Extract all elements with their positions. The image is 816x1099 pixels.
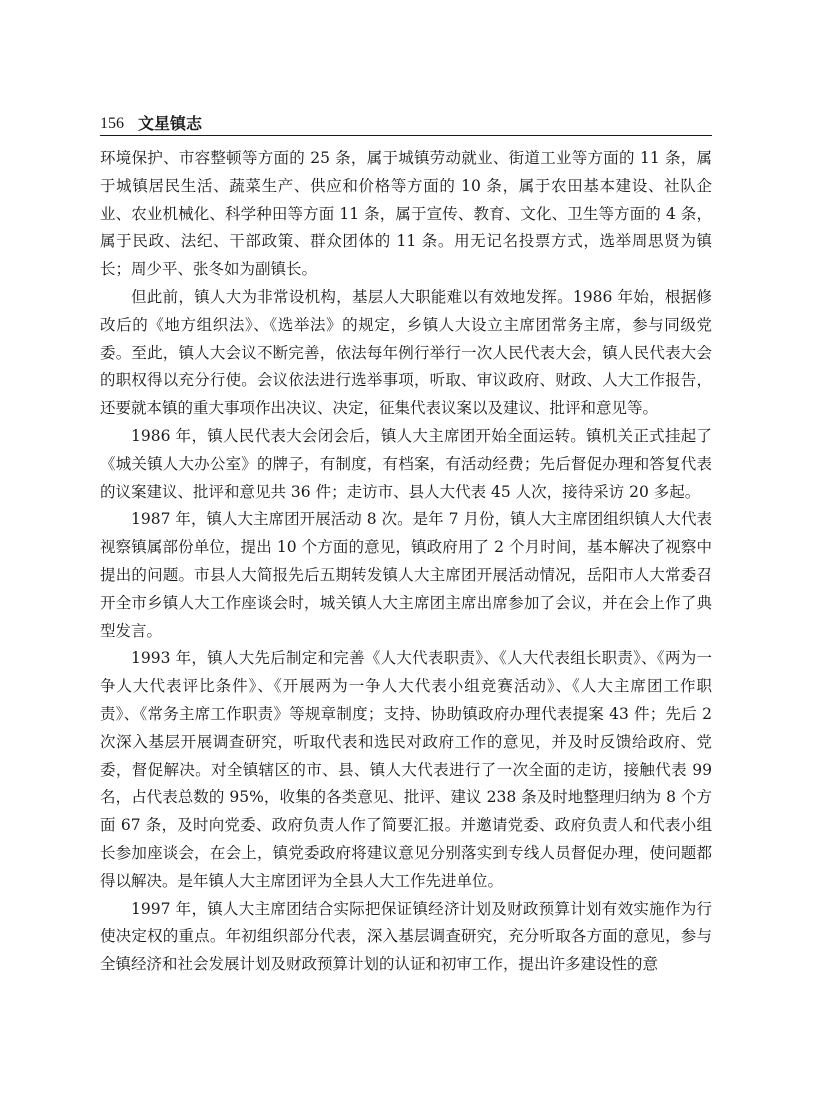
body-text bbox=[100, 145, 712, 979]
header-rule bbox=[100, 135, 712, 136]
paragraph: 环境保护、市容整顿等方面的 25 条，属于城镇劳动就业、街道工业等方面的 11 条，属于城镇居民生活、蔬菜生产、供应和价格等方面的 10 条，属于农田基本建设、社队企业、农业机械化、科学种田等方面 11 条，属于宣传、教育、文化、卫生等方面的 4 条，属于民政、法纪、干部政策、群众团体的 11 条。用无记名投票方式，选举周思贤为镇长；周少平、张冬如为副镇长。 bbox=[100, 149, 712, 279]
page-number: 156 bbox=[100, 115, 124, 132]
paragraph: 1986 年，镇人民代表大会闭会后，镇人大主席团开始全面运转。镇机关正式挂起了《城关镇人大办公室》的牌子，有制度，有档案，有活动经费；先后督促办理和答复代表的议案建议、批评和意见共 36 件；走访市、县人大代表 45 人次，接待采访 20 多起。 bbox=[100, 426, 712, 501]
paragraph: 1987 年，镇人大主席团开展活动 8 次。是年 7 月份，镇人大主席团组织镇人大代表视察镇属部份单位，提出 10 个方面的意见，镇政府用了 2 个月时间，基本解决了视察中提出的问题。市县人大简报先后五期转发镇人大主席团开展活动情况，岳阳市人大常委召开全市乡镇人大工作座谈会时，城关镇人大主席团主席出席参加了会议，并在会上作了典型发言。 bbox=[100, 510, 712, 640]
paragraph: 1997 年，镇人大主席团结合实际把保证镇经济计划及财政预算计划有效实施作为行使决定权的重点。年初组织部分代表，深入基层调查研究，充分听取各方面的意见，参与全镇经济和社会发展计划及财政预算计划的认证和初审工作，提出许多建设性的意 bbox=[100, 899, 712, 974]
paragraph: 但此前，镇人大为非常设机构，基层人大职能难以有效地发挥。1986 年始，根据修改后的《地方组织法》、《选举法》的规定，乡镇人大设立主席团常务主席，参与同级党委。至此，镇人大会议不断完善，依法每年例行举行一次人民代表大会，镇人民代表大会的职权得以充分行使。会议依法进行选举事项，听取、审议政府、财政、人大工作报告，还要就本镇的重大事项作出决议、决定，征集代表议案以及建议、批评和意见等。 bbox=[100, 287, 712, 418]
paragraph: 1993 年，镇人大先后制定和完善《人大代表职责》、《人大代表组长职责》、《两为一争人大代表评比条件》、《开展两为一争人大代表小组竞赛活动》、《人大主席团工作职责》、《常务主席工作职责》等规章制度；支持、协助镇政府办理代表提案 43 件；先后 2 次深入基层开展调查研究，听取代表和选民对政府工作的意见，并及时反馈给政府、党委，督促解决。对全镇辖区的市、县、镇人大代表进行了一次全面的走访，接触代表 99 名，占代表总数的 95%，收集的各类意见、批评、建议 238 条及时地整理归纳为 8 个方面 67 条，及时向党委、政府负责人作了简要汇报。并邀请党委、政府负责人和代表小组长参加座谈会，在会上，镇党委政府将建议意见分别落实到专线人员督促办理，使问题都得以解决。是年镇人大主席团评为全县人大工作先进单位。 bbox=[100, 649, 712, 890]
running-header bbox=[100, 112, 712, 134]
book-title: 文星镇志 bbox=[138, 114, 203, 133]
